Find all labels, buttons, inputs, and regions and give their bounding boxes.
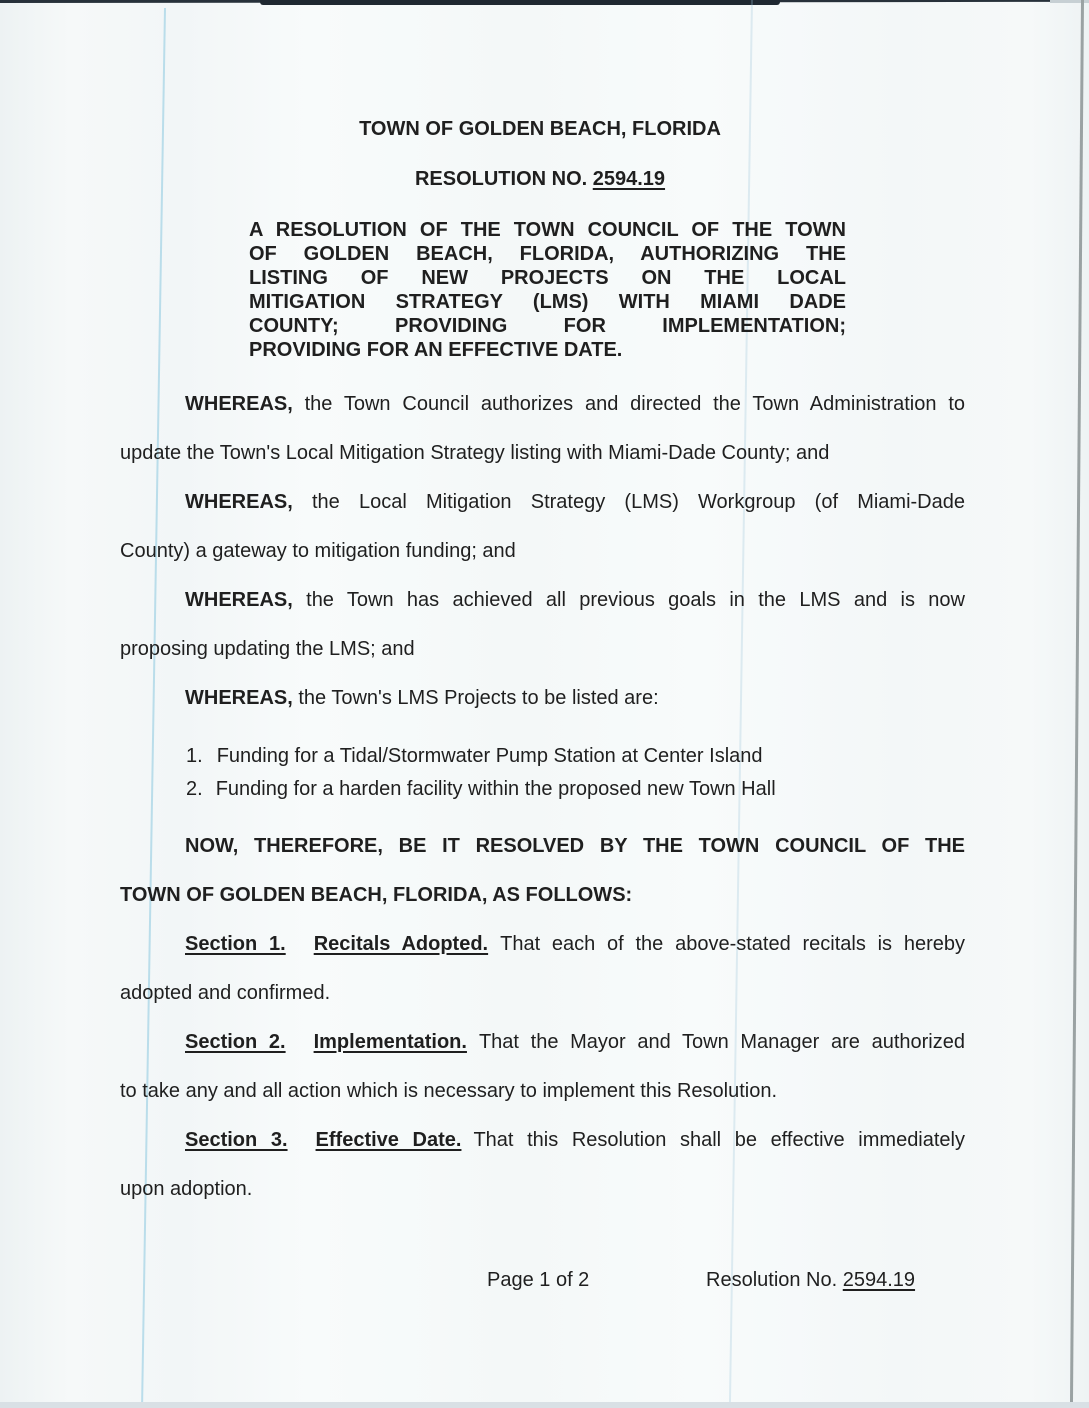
tab-space: [288, 1145, 316, 1146]
tab-space: [286, 1047, 314, 1048]
text-line: [120, 576, 965, 625]
text-segment: Funding for a Tidal/Stormwater Pump Station at Center Island: [216, 745, 763, 767]
tab-space: [203, 761, 217, 762]
text-line: [120, 822, 965, 871]
text-segment: Recitals Adopted.: [313, 933, 489, 955]
text-line: [120, 1067, 965, 1116]
text-segment: 1.: [186, 745, 203, 767]
text-line: [120, 674, 965, 723]
bottom-edge-scan-band: [0, 1402, 1089, 1408]
text-line: [120, 429, 965, 478]
text-line: [249, 218, 846, 242]
text-segment: That each of the above-stated recitals is hereby: [500, 933, 965, 955]
text-line: [120, 1165, 965, 1214]
text-segment: proposing updating the LMS; and: [120, 638, 415, 660]
footer-resolution-prefix: Resolution No.: [706, 1269, 843, 1291]
text-line: [120, 920, 965, 969]
project-list: [186, 740, 966, 806]
text-segment: the Local Mitigation Strategy (LMS) Workgroup (of Miami-Dade: [292, 491, 965, 513]
text-line: [186, 740, 966, 773]
text-segment: WHEREAS,: [185, 589, 293, 611]
text-line: [249, 314, 846, 338]
text-segment: LISTING OF NEW PROJECTS ON THE LOCAL: [249, 267, 846, 289]
text-segment: Section 3.: [185, 1129, 288, 1151]
text-segment: That this Resolution shall be effective immediately: [473, 1129, 965, 1151]
text-segment: NOW, THEREFORE, BE IT RESOLVED BY THE TOWN COUNCIL OF THE: [185, 835, 965, 857]
right-edge-scan-line: [1070, 0, 1084, 1408]
text-segment: update the Town's Local Mitigation Strategy listing with Miami-Dade County; and: [120, 442, 830, 464]
document-title: TOWN OF GOLDEN BEACH, FLORIDA: [359, 118, 721, 140]
tab-space: [286, 949, 314, 950]
text-segment: OF GOLDEN BEACH, FLORIDA, AUTHORIZING THE: [249, 243, 846, 265]
text-segment: Implementation.: [313, 1031, 467, 1053]
text-segment: WHEREAS,: [185, 393, 293, 415]
text-line: [120, 1116, 965, 1165]
text-segment: County) a gateway to mitigation funding; and: [120, 540, 516, 562]
text-segment: the Town Council authorizes and directed the Town Administration to: [292, 393, 965, 415]
text-line: [249, 266, 846, 290]
resolution-number-line: [0, 167, 1080, 191]
text-segment: Section 2.: [185, 1031, 286, 1053]
text-segment: PROVIDING FOR AN EFFECTIVE DATE.: [249, 339, 623, 361]
text-segment: WHEREAS,: [185, 491, 293, 513]
page-number-label: Page 1 of 2: [487, 1269, 590, 1291]
text-line: [120, 969, 965, 1018]
text-line: [120, 1018, 965, 1067]
text-line: [120, 625, 965, 674]
text-segment: upon adoption.: [120, 1178, 253, 1200]
text-segment: the Town's LMS Projects to be listed are:: [292, 687, 659, 709]
text-line: [249, 338, 846, 362]
text-line: [249, 242, 846, 266]
caption-block: [249, 218, 846, 362]
text-line: [120, 871, 965, 920]
footer-resolution-number: 2594.19: [842, 1269, 916, 1291]
text-line: [120, 380, 965, 429]
text-segment: MITIGATION STRATEGY (LMS) WITH MIAMI DADE: [249, 291, 846, 313]
text-segment: to take any and all action which is necessary to implement this Resolution.: [120, 1080, 778, 1102]
text-segment: A RESOLUTION OF THE TOWN COUNCIL OF THE TOWN: [249, 219, 846, 241]
text-segment: Effective Date.: [315, 1129, 462, 1151]
text-line: [249, 290, 846, 314]
text-segment: WHEREAS,: [185, 687, 293, 709]
resolved-clause-block: [120, 822, 965, 920]
text-segment: Funding for a harden facility within the proposed new Town Hall: [215, 778, 776, 800]
tab-space: [467, 1047, 479, 1048]
footer-resolution-label: [706, 1265, 915, 1295]
text-segment: That the Mayor and Town Manager are authorized: [478, 1031, 965, 1053]
text-segment: TOWN OF GOLDEN BEACH, FLORIDA, AS FOLLOWS:: [120, 884, 633, 906]
tab-space: [461, 1145, 473, 1146]
resolution-label: RESOLUTION NO.: [414, 168, 593, 190]
text-line: [186, 773, 966, 806]
text-line: [120, 478, 965, 527]
text-segment: 2.: [186, 778, 203, 800]
resolution-number: 2594.19: [592, 168, 666, 190]
recitals-block: [120, 380, 965, 723]
text-segment: adopted and confirmed.: [120, 982, 331, 1004]
text-line: [120, 527, 965, 576]
sections-block: [120, 920, 965, 1214]
tab-space: [203, 794, 216, 795]
text-segment: the Town has achieved all previous goals in the LMS and is now: [292, 589, 965, 611]
top-edge-scan-line-thick: [260, 0, 780, 5]
tab-space: [488, 949, 500, 950]
text-segment: COUNTY; PROVIDING FOR IMPLEMENTATION;: [249, 315, 846, 337]
text-segment: Section 1.: [185, 933, 286, 955]
